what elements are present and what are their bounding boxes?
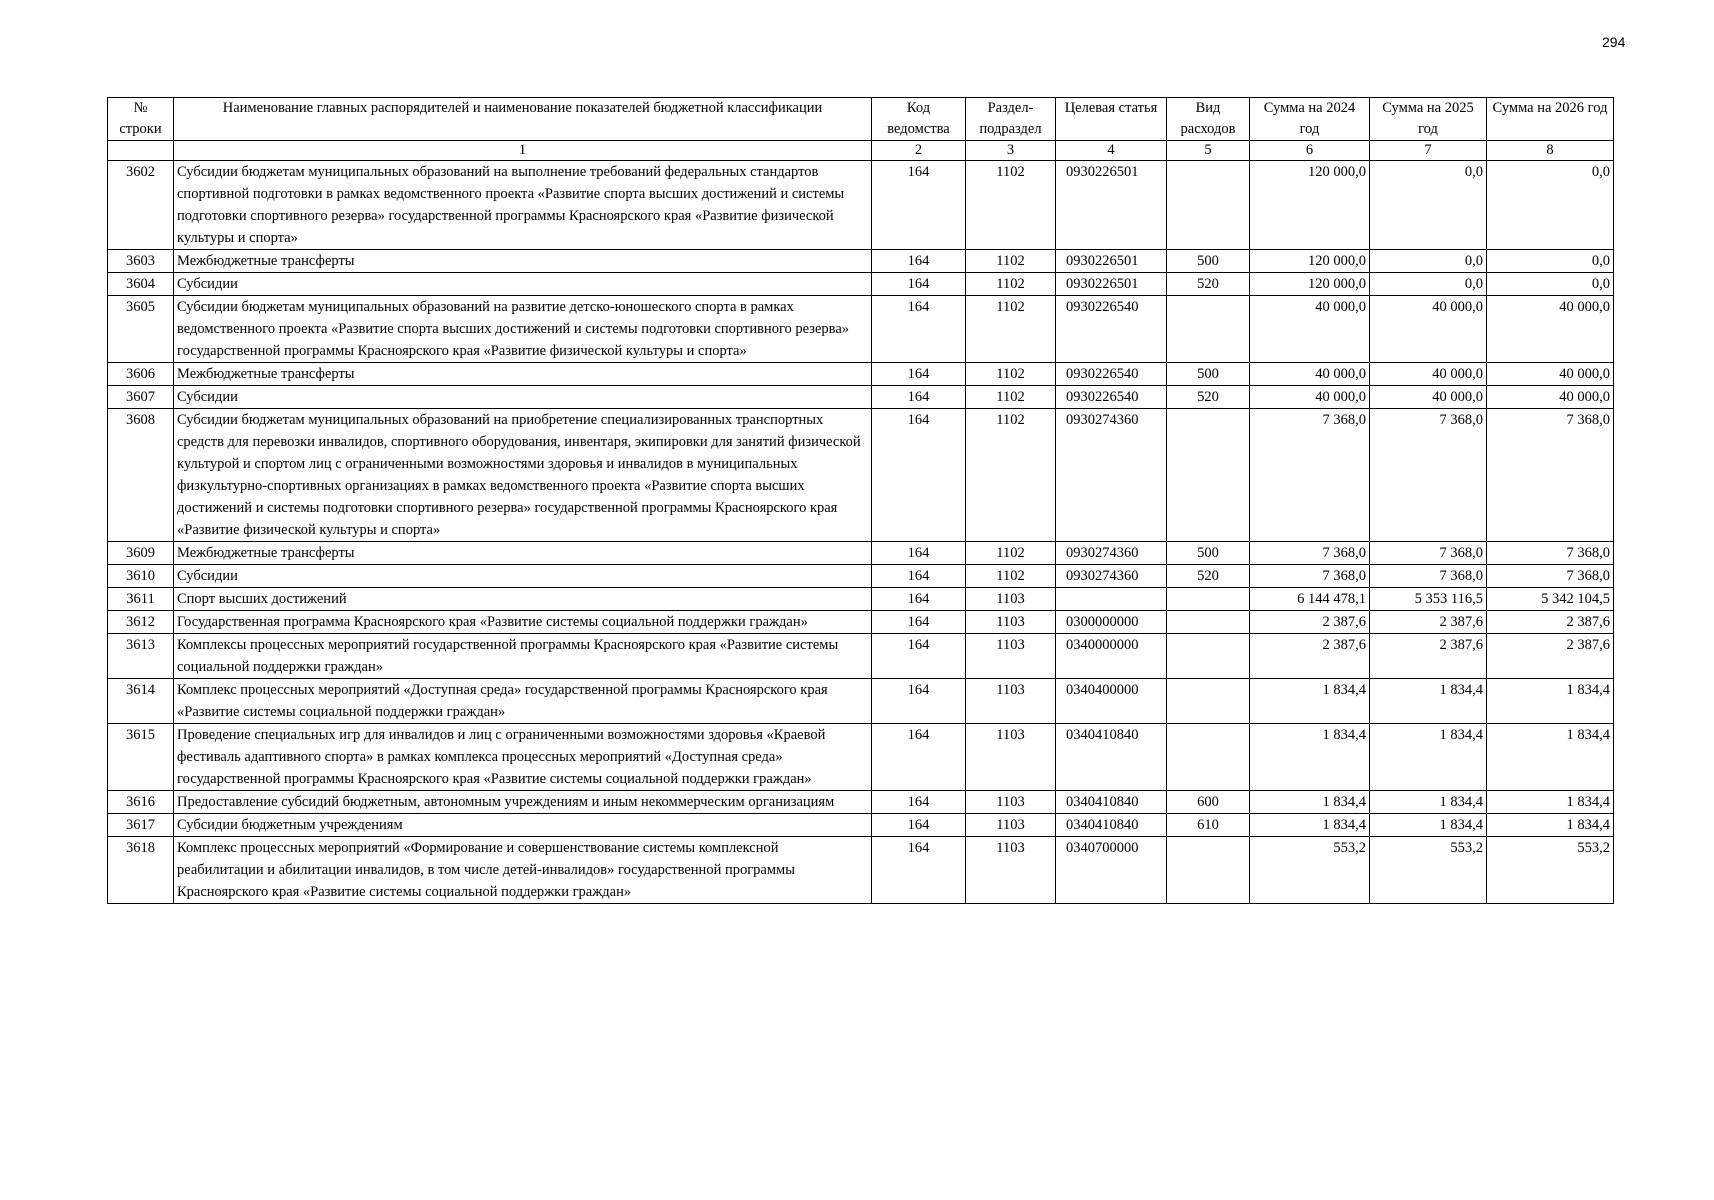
sum-2026: 1 834,4 [1487,814,1614,837]
expense-type [1167,724,1250,791]
table-row [108,542,1614,565]
row-name: Субсидии бюджетам муниципальных образований на приобретение специализированных транспортных средств для перевозки инвалидов, спортивного оборудования, инвентаря, экипировки для занятий физической культурой и спортом лиц с ограниченными возможностями здоровья и инвалидов в муниципальных физкультурно-спортивных организациях в рамках ведомственного проекта «Развитие спорта высших достижений и системы подготовки спортивного резерва» государственной программы Красноярского края «Развитие физической культуры и спорта» [174,409,872,542]
target-article: 0930226501 [1056,273,1167,296]
row-number: 3611 [108,588,174,611]
department-code: 164 [872,409,966,542]
sum-2024: 120 000,0 [1250,161,1370,250]
row-name: Субсидии бюджетам муниципальных образований на выполнение требований федеральных стандартов спортивной подготовки в рамках ведомственного проекта «Развитие спорта высших достижений и системы подготовки спортивного резерва» государственной программы Красноярского края «Развитие физической культуры и спорта» [174,161,872,250]
expense-type: 520 [1167,273,1250,296]
budget-table [107,97,1614,904]
row-number: 3607 [108,386,174,409]
sum-2024: 1 834,4 [1250,724,1370,791]
section-code: 1102 [966,161,1056,250]
target-article: 0340700000 [1056,837,1167,904]
table-body [108,141,1614,904]
sum-2025: 1 834,4 [1370,814,1487,837]
department-code: 164 [872,250,966,273]
target-article: 0930226540 [1056,386,1167,409]
page-number: 294 [1602,34,1626,50]
row-name: Комплексы процессных мероприятий государственной программы Красноярского края «Развитие системы социальной поддержки граждан» [174,634,872,679]
section-code: 1103 [966,679,1056,724]
table-row [108,296,1614,363]
sum-2025: 40 000,0 [1370,363,1487,386]
sum-2026: 0,0 [1487,250,1614,273]
department-code: 164 [872,679,966,724]
expense-type [1167,161,1250,250]
sum-2025: 40 000,0 [1370,296,1487,363]
sum-2025: 5 353 116,5 [1370,588,1487,611]
table-row [108,837,1614,904]
row-name: Комплекс процессных мероприятий «Формирование и совершенствование системы комплексной реабилитации и абилитации инвалидов, в том числе детей-инвалидов» государственной программы Красноярского края «Развитие системы социальной поддержки граждан» [174,837,872,904]
sum-2025: 553,2 [1370,837,1487,904]
expense-type: 520 [1167,386,1250,409]
table-row [108,161,1614,250]
section-code: 1103 [966,634,1056,679]
header-expense-type: Вид расходов [1167,98,1250,141]
row-number: 3615 [108,724,174,791]
sum-2026: 40 000,0 [1487,296,1614,363]
column-number [108,141,174,161]
row-number: 3616 [108,791,174,814]
target-article [1056,588,1167,611]
expense-type: 500 [1167,250,1250,273]
department-code: 164 [872,542,966,565]
sum-2025: 2 387,6 [1370,634,1487,679]
column-number: 5 [1167,141,1250,161]
row-name: Межбюджетные трансферты [174,363,872,386]
expense-type [1167,588,1250,611]
department-code: 164 [872,386,966,409]
expense-type: 600 [1167,791,1250,814]
column-number: 4 [1056,141,1167,161]
department-code: 164 [872,611,966,634]
target-article: 0340410840 [1056,724,1167,791]
department-code: 164 [872,791,966,814]
sum-2024: 120 000,0 [1250,273,1370,296]
header-name: Наименование главных распорядителей и наименование показателей бюджетной классификации [174,98,872,141]
department-code: 164 [872,161,966,250]
row-name: Субсидии [174,273,872,296]
target-article: 0930274360 [1056,565,1167,588]
sum-2026: 1 834,4 [1487,679,1614,724]
table-row [108,565,1614,588]
department-code: 164 [872,273,966,296]
sum-2025: 40 000,0 [1370,386,1487,409]
table-row [108,250,1614,273]
column-number: 8 [1487,141,1614,161]
column-number: 7 [1370,141,1487,161]
sum-2026: 1 834,4 [1487,724,1614,791]
row-name: Предоставление субсидий бюджетным, автономным учреждениям и иным некоммерческим организациям [174,791,872,814]
table-row [108,409,1614,542]
sum-2024: 1 834,4 [1250,679,1370,724]
department-code: 164 [872,837,966,904]
expense-type: 500 [1167,542,1250,565]
table-row [108,386,1614,409]
row-name: Межбюджетные трансферты [174,250,872,273]
section-code: 1102 [966,273,1056,296]
sum-2026: 5 342 104,5 [1487,588,1614,611]
sum-2024: 7 368,0 [1250,565,1370,588]
section-code: 1103 [966,791,1056,814]
sum-2026: 2 387,6 [1487,611,1614,634]
table-header [108,98,1614,141]
section-code: 1103 [966,814,1056,837]
expense-type [1167,409,1250,542]
sum-2025: 1 834,4 [1370,679,1487,724]
sum-2024: 40 000,0 [1250,296,1370,363]
department-code: 164 [872,296,966,363]
sum-2026: 7 368,0 [1487,409,1614,542]
section-code: 1102 [966,542,1056,565]
target-article: 0930274360 [1056,542,1167,565]
section-code: 1102 [966,386,1056,409]
expense-type [1167,296,1250,363]
sum-2026: 1 834,4 [1487,791,1614,814]
sum-2024: 1 834,4 [1250,791,1370,814]
row-name: Межбюджетные трансферты [174,542,872,565]
table-row [108,273,1614,296]
row-number: 3618 [108,837,174,904]
row-name: Субсидии бюджетным учреждениям [174,814,872,837]
header-sum-2024: Сумма на 2024 год [1250,98,1370,141]
header-sum-2025: Сумма на 2025 год [1370,98,1487,141]
column-number: 6 [1250,141,1370,161]
sum-2024: 40 000,0 [1250,363,1370,386]
target-article: 0340400000 [1056,679,1167,724]
row-name: Субсидии [174,565,872,588]
row-number: 3606 [108,363,174,386]
department-code: 164 [872,814,966,837]
sum-2026: 553,2 [1487,837,1614,904]
sum-2025: 7 368,0 [1370,409,1487,542]
sum-2024: 7 368,0 [1250,542,1370,565]
target-article: 0340410840 [1056,814,1167,837]
sum-2025: 0,0 [1370,161,1487,250]
sum-2025: 0,0 [1370,273,1487,296]
expense-type: 520 [1167,565,1250,588]
expense-type [1167,611,1250,634]
section-code: 1103 [966,837,1056,904]
row-number: 3602 [108,161,174,250]
row-name: Спорт высших достижений [174,588,872,611]
table-row [108,611,1614,634]
sum-2025: 7 368,0 [1370,565,1487,588]
row-number: 3610 [108,565,174,588]
target-article: 0340000000 [1056,634,1167,679]
row-number: 3613 [108,634,174,679]
sum-2026: 40 000,0 [1487,363,1614,386]
sum-2026: 7 368,0 [1487,565,1614,588]
sum-2024: 2 387,6 [1250,634,1370,679]
sum-2026: 7 368,0 [1487,542,1614,565]
table-row [108,634,1614,679]
expense-type: 500 [1167,363,1250,386]
table-row [108,363,1614,386]
row-number: 3608 [108,409,174,542]
target-article: 0340410840 [1056,791,1167,814]
sum-2025: 1 834,4 [1370,791,1487,814]
department-code: 164 [872,565,966,588]
expense-type [1167,634,1250,679]
section-code: 1102 [966,363,1056,386]
header-sum-2026: Сумма на 2026 год [1487,98,1614,141]
target-article: 0300000000 [1056,611,1167,634]
sum-2025: 2 387,6 [1370,611,1487,634]
target-article: 0930274360 [1056,409,1167,542]
row-number: 3605 [108,296,174,363]
target-article: 0930226540 [1056,296,1167,363]
table-row [108,791,1614,814]
row-number: 3614 [108,679,174,724]
table-row [108,588,1614,611]
section-code: 1102 [966,565,1056,588]
target-article: 0930226501 [1056,161,1167,250]
header-section: Раздел-подраздел [966,98,1056,141]
row-name: Комплекс процессных мероприятий «Доступная среда» государственной программы Красноярского края «Развитие системы социальной поддержки граждан» [174,679,872,724]
table-row [108,814,1614,837]
header-row-number: № строки [108,98,174,141]
sum-2026: 2 387,6 [1487,634,1614,679]
sum-2024: 7 368,0 [1250,409,1370,542]
sum-2026: 0,0 [1487,161,1614,250]
section-code: 1102 [966,409,1056,542]
row-name: Проведение специальных игр для инвалидов и лиц с ограниченными возможностями здоровья «Краевой фестиваль адаптивного спорта» в рамках комплекса процессных мероприятий «Доступная среда» государственной программы Красноярского края «Развитие системы социальной поддержки граждан» [174,724,872,791]
sum-2024: 553,2 [1250,837,1370,904]
sum-2025: 1 834,4 [1370,724,1487,791]
sum-2024: 40 000,0 [1250,386,1370,409]
sum-2024: 1 834,4 [1250,814,1370,837]
column-number: 3 [966,141,1056,161]
section-code: 1103 [966,588,1056,611]
row-number: 3603 [108,250,174,273]
department-code: 164 [872,724,966,791]
sum-2024: 6 144 478,1 [1250,588,1370,611]
column-numbers-row [108,141,1614,161]
header-department-code: Код ведомства [872,98,966,141]
row-name: Субсидии [174,386,872,409]
row-name: Государственная программа Красноярского края «Развитие системы социальной поддержки граждан» [174,611,872,634]
row-number: 3612 [108,611,174,634]
sum-2026: 40 000,0 [1487,386,1614,409]
table-row [108,679,1614,724]
section-code: 1103 [966,724,1056,791]
department-code: 164 [872,363,966,386]
row-number: 3609 [108,542,174,565]
sum-2026: 0,0 [1487,273,1614,296]
column-number: 2 [872,141,966,161]
section-code: 1102 [966,296,1056,363]
header-target-article: Целевая статья [1056,98,1167,141]
expense-type: 610 [1167,814,1250,837]
expense-type [1167,837,1250,904]
row-name: Субсидии бюджетам муниципальных образований на развитие детско-юношеского спорта в рамках ведомственного проекта «Развитие спорта высших достижений и системы подготовки спортивного резерва» государственной программы Красноярского края «Развитие физической культуры и спорта» [174,296,872,363]
target-article: 0930226540 [1056,363,1167,386]
sum-2024: 120 000,0 [1250,250,1370,273]
sum-2024: 2 387,6 [1250,611,1370,634]
section-code: 1102 [966,250,1056,273]
sum-2025: 0,0 [1370,250,1487,273]
row-number: 3617 [108,814,174,837]
target-article: 0930226501 [1056,250,1167,273]
column-number: 1 [174,141,872,161]
section-code: 1103 [966,611,1056,634]
expense-type [1167,679,1250,724]
department-code: 164 [872,588,966,611]
sum-2025: 7 368,0 [1370,542,1487,565]
row-number: 3604 [108,273,174,296]
department-code: 164 [872,634,966,679]
table-row [108,724,1614,791]
